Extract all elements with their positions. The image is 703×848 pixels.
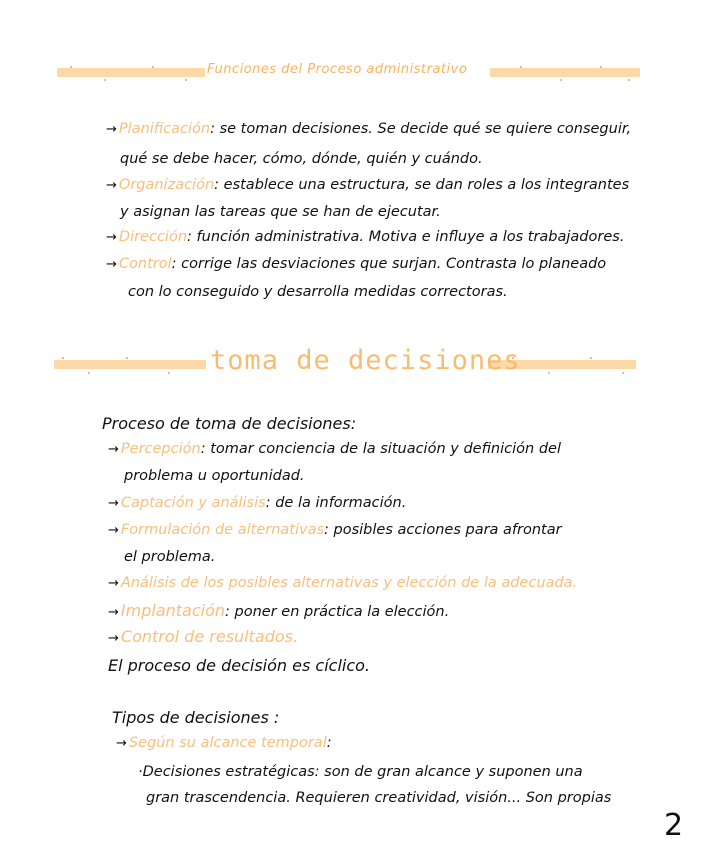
arrow-icon: → xyxy=(108,631,119,646)
arrow-icon: → xyxy=(108,442,119,457)
arrow-icon: → xyxy=(116,736,127,751)
arrow-icon: → xyxy=(106,257,117,272)
arrow-icon: → xyxy=(106,178,117,193)
term: Análisis de los posibles alternativas y elección de la adecuada. xyxy=(120,575,578,591)
list-item xyxy=(106,121,631,137)
banner-dot xyxy=(126,357,128,359)
term: Según su alcance temporal xyxy=(128,735,327,751)
banner-bar-left xyxy=(54,360,206,369)
arrow-icon: → xyxy=(108,576,119,591)
term: Percepción xyxy=(120,441,201,457)
item-continuation: con lo conseguido y desarrolla medidas correctoras. xyxy=(128,284,508,300)
banner-dot xyxy=(548,372,550,374)
item-text: : establece una estructura, se dan roles a los integrantes xyxy=(214,177,630,193)
types-title: Tipos de decisiones : xyxy=(112,708,280,727)
banner-dot xyxy=(152,66,154,68)
item-text: : posibles acciones para afrontar xyxy=(324,522,562,538)
list-item xyxy=(108,441,561,457)
list-item xyxy=(108,495,406,511)
list-item xyxy=(108,601,449,620)
banner-bar-left xyxy=(57,68,205,77)
arrow-icon: → xyxy=(108,523,119,538)
item-continuation: y asignan las tareas que se han de ejecutar. xyxy=(120,204,441,220)
item-text: : poner en práctica la elección. xyxy=(225,604,450,620)
list-item xyxy=(106,256,606,272)
banner-dot xyxy=(88,372,90,374)
list-item xyxy=(106,229,624,245)
banner-dot xyxy=(70,66,72,68)
item-text: : tomar conciencia de la situación y definición del xyxy=(200,441,561,457)
item-continuation: problema u oportunidad. xyxy=(124,468,305,484)
item-text: : se toman decisiones. Se decide qué se quiere conseguir, xyxy=(210,121,632,137)
term: Implantación xyxy=(120,601,226,620)
section-banner-functions xyxy=(0,62,703,84)
subtype-continuation: gran trascendencia. Requieren creatividad, visión... Son propias xyxy=(146,790,612,806)
term: Planificación xyxy=(118,121,211,137)
item-text: : corrige las desviaciones que surjan. Contrasta lo planeado xyxy=(171,256,607,272)
list-item xyxy=(116,735,332,751)
cyclic-note: El proceso de decisión es cíclico. xyxy=(108,656,371,675)
term: Dirección xyxy=(118,229,188,245)
banner-dot xyxy=(622,372,624,374)
intro-line: Proceso de toma de decisiones: xyxy=(102,414,357,433)
term: Control de resultados. xyxy=(120,627,299,646)
banner-dot xyxy=(62,357,64,359)
list-item xyxy=(108,627,298,646)
banner-dot xyxy=(628,79,630,81)
term: Organización xyxy=(118,177,215,193)
subtype-line: ·Decisiones estratégicas: son de gran alcance y suponen una xyxy=(138,764,583,780)
section-title: toma de decisiones xyxy=(210,345,521,376)
arrow-icon: → xyxy=(106,230,117,245)
banner-dot xyxy=(560,79,562,81)
term: Captación y análisis xyxy=(120,495,266,511)
arrow-icon: → xyxy=(108,496,119,511)
item-continuation: el problema. xyxy=(124,549,216,565)
item-text: : de la información. xyxy=(265,495,407,511)
banner-dot xyxy=(600,66,602,68)
page-number: 2 xyxy=(664,808,684,843)
section-title: Funciones del Proceso administrativo xyxy=(207,62,468,77)
banner-dot xyxy=(520,66,522,68)
term: Control xyxy=(118,256,172,272)
list-item xyxy=(108,522,562,538)
banner-dot xyxy=(104,79,106,81)
arrow-icon: → xyxy=(108,605,119,620)
item-continuation: qué se debe hacer, cómo, dónde, quién y cuándo. xyxy=(120,151,483,167)
item-text: : función administrativa. Motiva e influye a los trabajadores. xyxy=(187,229,625,245)
banner-dot xyxy=(590,357,592,359)
arrow-icon: → xyxy=(106,122,117,137)
item-text: : xyxy=(326,735,332,751)
list-item xyxy=(108,575,577,591)
list-item xyxy=(106,177,629,193)
banner-dot xyxy=(168,372,170,374)
term: Formulación de alternativas xyxy=(120,522,325,538)
banner-bar-right xyxy=(490,68,640,77)
banner-dot xyxy=(185,79,187,81)
section-banner-decisions xyxy=(0,345,703,385)
